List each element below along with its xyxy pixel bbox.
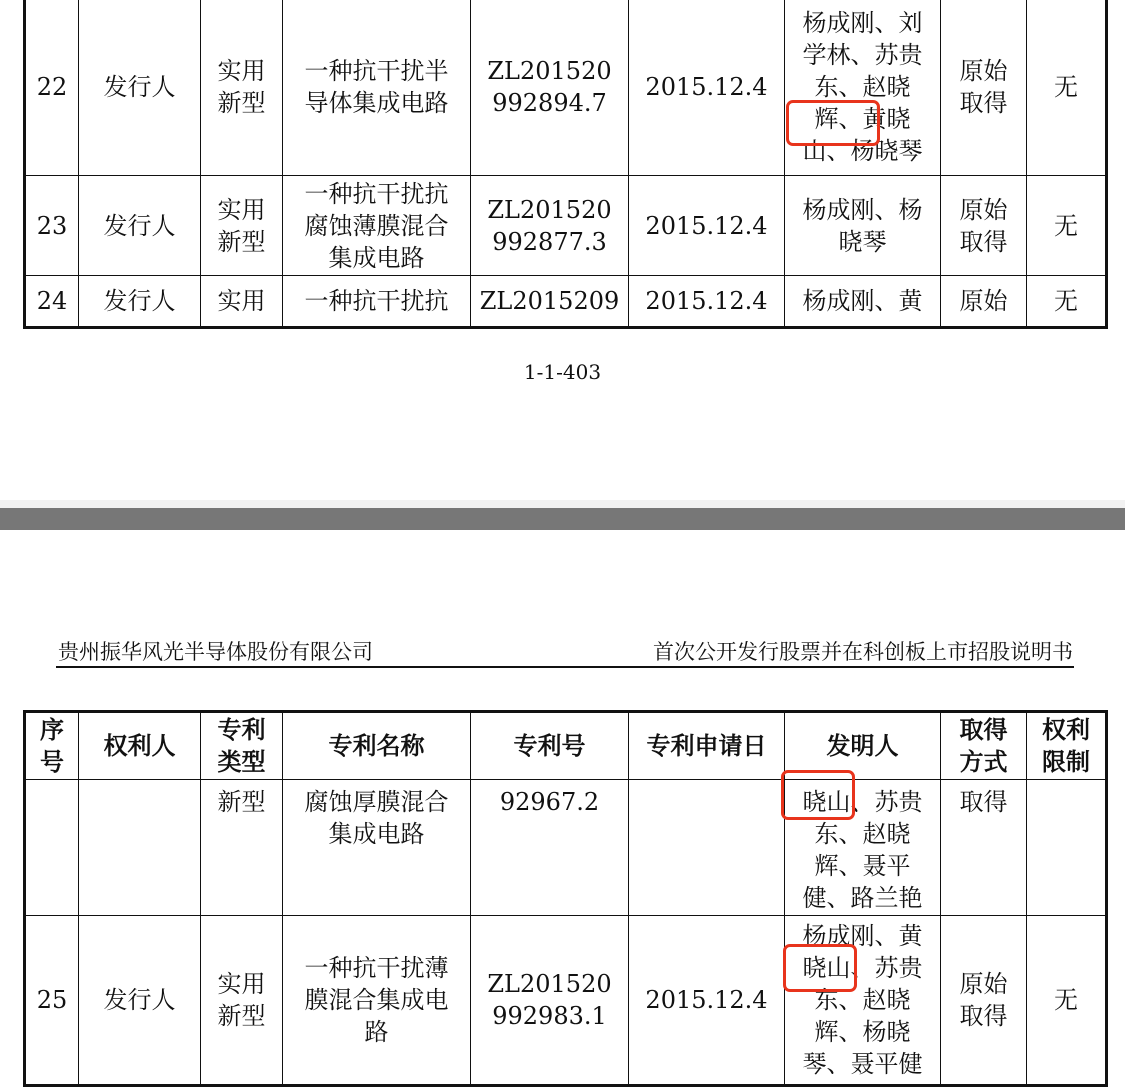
header-rule: [56, 666, 1074, 668]
cell-date: 2015.12.4: [629, 276, 785, 328]
cell-acquire: [941, 176, 1027, 276]
patent-table-page2: [23, 710, 1108, 1087]
cell-inventors-text: 杨成刚、刘学林、苏贵东、赵晓辉、黄晓山、杨晓琴: [802, 9, 923, 165]
cell-limit: [1027, 780, 1107, 916]
table-row: [25, 276, 1107, 328]
cell-no: [25, 780, 79, 916]
cell-limit: 无: [1027, 176, 1107, 276]
cell-inventors-text: 晓山、苏贵东、赵晓辉、聂平健、路兰艳: [802, 788, 923, 912]
table-row: [25, 0, 1107, 176]
cell-acquire: 原始: [941, 276, 1027, 328]
highlight-mark: [781, 770, 855, 820]
cell-limit: 无: [1027, 0, 1107, 176]
col-header-name: 专利名称: [283, 712, 471, 780]
cell-type: 实用: [201, 276, 283, 328]
cell-no: 22: [25, 0, 79, 176]
highlight-mark: [786, 100, 880, 146]
col-header-type-text: 专利类型: [217, 715, 266, 776]
cell-patent-no: [471, 0, 629, 176]
cell-acquire-text: 原始取得: [959, 57, 1008, 117]
cell-inventors: 杨成刚、黄: [785, 276, 941, 328]
col-header-inventors: 发明人: [785, 712, 941, 780]
table-row: [25, 176, 1107, 276]
cell-name: 一种抗干扰抗: [283, 276, 471, 328]
cell-type: [201, 0, 283, 176]
cell-holder: 发行人: [79, 916, 201, 1086]
col-header-holder: 权利人: [79, 712, 201, 780]
cell-acquire: [941, 916, 1027, 1086]
cell-date: 2015.12.4: [629, 916, 785, 1086]
cell-date: [629, 780, 785, 916]
cell-name: [283, 176, 471, 276]
page-gap: [0, 500, 1125, 508]
cell-type-text: 实用新型: [217, 970, 266, 1030]
cell-patent-no-text: ZL201520992983.1: [487, 970, 612, 1030]
cell-holder: 发行人: [79, 176, 201, 276]
cell-inventors-text: 杨成刚、黄晓山、苏贵东、赵晓辉、杨晓琴、聂平健: [802, 922, 923, 1078]
cell-limit: 无: [1027, 276, 1107, 328]
highlight-mark: [783, 944, 857, 992]
cell-acquire-text: 原始取得: [959, 970, 1008, 1030]
cell-type: [201, 176, 283, 276]
col-header-no-text: 序号: [40, 715, 64, 776]
cell-limit: 无: [1027, 916, 1107, 1086]
table-row: [25, 780, 1107, 916]
col-header-acquire: [941, 712, 1027, 780]
cell-inventors-text: 杨成刚、杨晓琴: [802, 195, 923, 256]
cell-name: [283, 0, 471, 176]
cell-type: 新型: [201, 780, 283, 916]
cell-patent-no: ZL2015209: [471, 276, 629, 328]
cell-name-text: 一种抗干扰半导体集成电路: [304, 57, 449, 117]
cell-patent-no-text: ZL201520992877.3: [487, 195, 612, 256]
cell-holder: [79, 780, 201, 916]
cell-name-text: 一种抗干扰薄膜混合集成电路: [304, 954, 449, 1046]
cell-date: 2015.12.4: [629, 0, 785, 176]
cell-acquire: 取得: [941, 780, 1027, 916]
cell-inventors: [785, 0, 941, 176]
col-header-limit: [1027, 712, 1107, 780]
cell-name: [283, 780, 471, 916]
cell-patent-no: [471, 916, 629, 1086]
cell-inventors: [785, 916, 941, 1086]
cell-holder: 发行人: [79, 276, 201, 328]
cell-type-text: 实用新型: [217, 195, 266, 256]
cell-no: 23: [25, 176, 79, 276]
page-number: 1-1-403: [523, 360, 602, 384]
cell-name-text: 一种抗干扰抗腐蚀薄膜混合集成电路: [304, 179, 449, 272]
cell-no: 24: [25, 276, 79, 328]
cell-no: 25: [25, 916, 79, 1086]
cell-inventors: [785, 176, 941, 276]
header-company: 贵州振华风光半导体股份有限公司: [58, 640, 373, 664]
col-header-no: [25, 712, 79, 780]
page-separator: [0, 508, 1125, 530]
cell-name: [283, 916, 471, 1086]
table-header-row: [25, 712, 1107, 780]
cell-type-text: 实用新型: [217, 57, 266, 117]
col-header-type: [201, 712, 283, 780]
cell-patent-no: 92967.2: [471, 780, 629, 916]
col-header-acquire-text: 取得方式: [959, 715, 1008, 776]
col-header-limit-text: 权利限制: [1042, 715, 1090, 776]
cell-name-text: 腐蚀厚膜混合集成电路: [304, 788, 449, 848]
cell-patent-no-text: ZL201520992894.7: [487, 57, 612, 117]
cell-patent-no: [471, 176, 629, 276]
cell-type: [201, 916, 283, 1086]
col-header-date: 专利申请日: [629, 712, 785, 780]
table-row: [25, 916, 1107, 1086]
cell-acquire-text: 原始取得: [959, 195, 1008, 256]
cell-holder: 发行人: [79, 0, 201, 176]
cell-acquire: [941, 0, 1027, 176]
header-doc-title: 首次公开发行股票并在科创板上市招股说明书: [653, 640, 1073, 664]
patent-table-page1: [23, 0, 1108, 329]
cell-date: 2015.12.4: [629, 176, 785, 276]
col-header-patent-no: 专利号: [471, 712, 629, 780]
